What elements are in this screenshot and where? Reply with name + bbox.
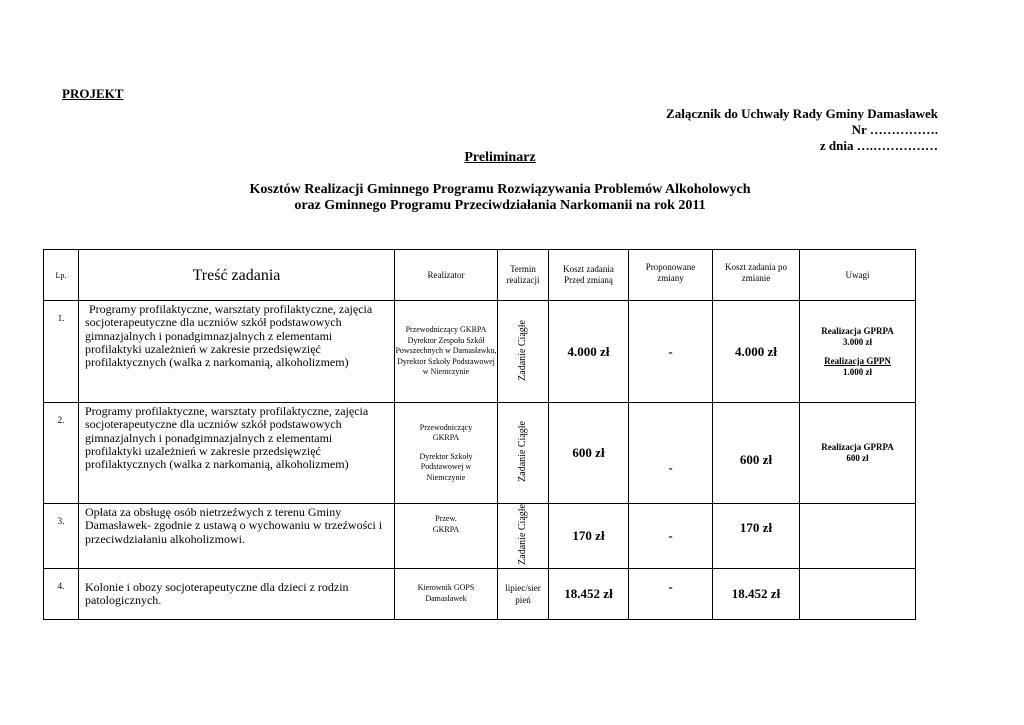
- deadline: Zadanie Ciągłe: [498, 301, 549, 403]
- col-header-lp: Lp.: [44, 250, 79, 301]
- cost-before: 170 zł: [549, 504, 629, 569]
- col-header-deadline: Termin realizacji: [498, 250, 549, 301]
- attachment-title: Załącznik do Uchwały Rady Gminy Damasławek: [666, 106, 938, 121]
- cost-before: 18.452 zł: [549, 568, 629, 619]
- col-header-cost-before: Koszt zadania Przed zmianą: [549, 250, 629, 301]
- col-header-changes: Proponowane zmiany: [629, 250, 713, 301]
- proposed-change: -: [629, 301, 713, 403]
- task-description: Kolonie i obozy socjoterapeutyczne dla dzieci z rodzin patologicznych.: [79, 568, 395, 619]
- executor: Przew. GKRPA: [395, 504, 498, 569]
- row-number: 2.: [44, 403, 79, 504]
- cost-after: 170 zł: [713, 504, 800, 569]
- attachment-header: [666, 106, 938, 154]
- resolution-number: Nr …………….: [851, 122, 938, 137]
- proposed-change: -: [629, 568, 713, 619]
- proposed-change: -: [629, 504, 713, 569]
- cost-after: 4.000 zł: [713, 301, 800, 403]
- cost-after: 18.452 zł: [713, 568, 800, 619]
- notes: [800, 504, 916, 569]
- executor: Kierownik GOPS Damasławek: [395, 568, 498, 619]
- deadline: Zadanie Ciągłe: [498, 504, 549, 569]
- projekt-label: PROJEKT: [62, 86, 124, 101]
- task-description: Programy profilaktyczne, warsztaty profilaktyczne, zajęcia socjoterapeutyczne dla uczniów szkół podstawowych gimnazjalnych i ponadgimnazjalnych z elementami profilaktyki uzależnień w zakresie przedsięwzięć profilaktycznych (walka z narkomanią, alkoholizmem): [79, 403, 395, 504]
- col-header-executor: Realizator: [395, 250, 498, 301]
- row-number: 3.: [44, 504, 79, 569]
- task-description: Programy profilaktyczne, warsztaty profilaktyczne, zajęcia socjoterapeutyczne dla uczniów szkół podstawowych gimnazjalnych i ponadgimnazjalnych z elementami profilaktyki uzależnień w zakresie przedsięwzięć profilaktycznych (walka z narkomanią, alkoholizmem): [79, 301, 395, 403]
- table-row: [44, 568, 916, 619]
- col-header-notes: Uwagi: [800, 250, 916, 301]
- executor: Przewodniczący GKRPA Dyrektor Szkoły Podstawowej w Niemczynie: [395, 403, 498, 504]
- notes: Realizacja GPRPA 3.000 zł Realizacja GPPN 1.000 zł: [800, 301, 916, 403]
- deadline: Zadanie Ciągłe: [498, 403, 549, 504]
- title-line-2: oraz Gminnego Programu Przeciwdziałania Narkomanii na rok 2011: [294, 198, 706, 213]
- document-title: [0, 182, 1000, 214]
- notes: Realizacja GPRPA 600 zł: [800, 403, 916, 504]
- col-header-cost-after: Koszt zadania po zmianie: [713, 250, 800, 301]
- cost-before: 600 zł: [549, 403, 629, 504]
- cost-table: [43, 249, 916, 620]
- table-row: [44, 504, 916, 569]
- row-number: 4.: [44, 568, 79, 619]
- title-line-1: Kosztów Realizacji Gminnego Programu Rozwiązywania Problemów Alkoholowych: [249, 182, 751, 197]
- document-heading: Preliminarz: [464, 150, 536, 165]
- cost-before: 4.000 zł: [549, 301, 629, 403]
- task-description: Opłata za obsługę osób nietrzeźwych z terenu Gminy Damasławek- zgodnie z ustawą o wychowaniu w trzeźwości i przeciwdziałaniu alkoholizmowi.: [79, 504, 395, 569]
- executor: Przewodniczący GKRPA Dyrektor Zespołu Szkół Powszechnych w Damasławku, Dyrektor Szkoły Podstawowej w Niemczynie: [395, 301, 498, 403]
- resolution-date: z dnia ….……………: [819, 138, 938, 153]
- cost-after: 600 zł: [713, 403, 800, 504]
- table-row: [44, 301, 916, 403]
- deadline: lipiec/sierpień: [498, 568, 549, 619]
- table-header-row: [44, 250, 916, 301]
- table-row: [44, 403, 916, 504]
- col-header-task: Treść zadania: [79, 250, 395, 301]
- row-number: 1.: [44, 301, 79, 403]
- proposed-change: -: [629, 403, 713, 504]
- notes: [800, 568, 916, 619]
